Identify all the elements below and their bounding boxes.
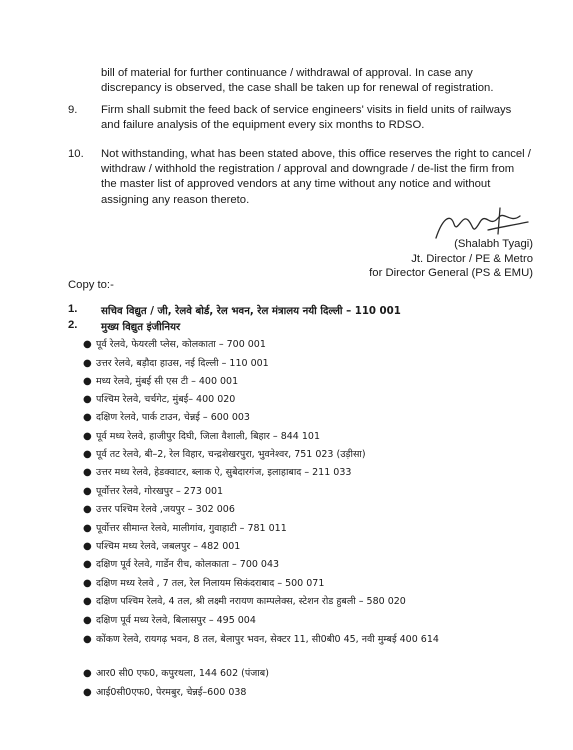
bullet-icon: ● <box>83 431 92 442</box>
signatory-name: (Shalabh Tyagi) <box>454 238 533 250</box>
list-item: ● उत्तर मध्य रेलवे, हेडक्वाटर, ब्लाक ऐ, सुबेदारगंज, इलाहाबाद – 211 033 <box>83 467 352 478</box>
bullet-icon: ● <box>83 668 92 679</box>
bullet-icon: ● <box>83 449 92 460</box>
list-item: ● पूर्व तट रेलवे, बी–2, रेल विहार, चन्द्रशेखरपुरा, भुवनेश्वर, 751 023 (उड़ीसा) <box>83 449 366 460</box>
list-item: ● दक्षिण रेलवे, पार्क टाउन, चेन्नई – 600 003 <box>83 412 250 423</box>
copy-item-number: 2. <box>68 319 78 331</box>
point-number: 10. <box>68 148 84 160</box>
list-item: ● पश्चिम रेलवे, चर्चगेट, मुंबई– 400 020 <box>83 394 236 405</box>
signatory-authority: for Director General (PS & EMU) <box>369 267 533 279</box>
point-text: Firm shall submit the feed back of service engineers' visits in field units of railways and failure analysis of the equipment every six months to RDSO. <box>101 104 512 132</box>
point-number: 9. <box>68 104 78 116</box>
bullet-icon: ● <box>83 559 92 570</box>
bullet-icon: ● <box>83 634 92 645</box>
copy-item-1 <box>68 303 401 317</box>
bullet-icon: ● <box>83 486 92 497</box>
list-item: ● उत्तर पश्चिम रेलवे ,जयपुर – 302 006 <box>83 504 235 515</box>
bullet-icon: ● <box>83 578 92 589</box>
list-item: ● दक्षिण पूर्व रेलवे, गार्डेन रीच, कोलकाता – 700 043 <box>83 559 280 570</box>
list-item: ● पूर्व रेलवे, फेयरली प्लेस, कोलकाता – 700 001 <box>83 339 266 350</box>
bullet-icon: ● <box>83 541 92 552</box>
copy-to-label: Copy to:- <box>68 279 114 291</box>
bullet-icon: ● <box>83 376 92 387</box>
list-item: ● दक्षिण पूर्व मध्य रेलवे, बिलासपुर – 495 004 <box>83 615 256 626</box>
bullet-icon: ● <box>83 358 92 369</box>
list-item: ● पूर्वोत्तर सीमान्त रेलवे, मालीगांव, गुवाहाटी – 781 011 <box>83 523 287 534</box>
list-item: ● मध्य रेलवे, मुंबई सी एस टी – 400 001 <box>83 376 239 387</box>
continuation-paragraph: bill of material for further continuance / withdrawal of approval. In case any discrepancy is observed, the case shall be taken up for renewal of registration. <box>101 67 494 95</box>
copy-item-number: 1. <box>68 303 78 315</box>
list-item: ● दक्षिण पश्चिम रेलवे, 4 तल, श्री लक्ष्मी नरायण काम्पलेक्स, स्टेशन रोड हुबली – 580 020 <box>83 596 406 607</box>
list-item: ● पूर्वोत्तर रेलवे, गोरखपुर – 273 001 <box>83 486 224 497</box>
bullet-icon: ● <box>83 467 92 478</box>
list-item: ● उत्तर रेलवे, बड़ौदा हाउस, नई दिल्ली – 110 001 <box>83 358 269 369</box>
bullet-icon: ● <box>83 687 92 698</box>
copy-item-text: मुख्य विद्युत इंजीनियर <box>101 322 181 333</box>
bullet-icon: ● <box>83 615 92 626</box>
point-text: Not withstanding, what has been stated above, this office reserves the right to cancel / withdraw / withhold the registration / approval and downgrade / de-list the firm from the master list of approved vendors at any time without any notice and without assigning any reason thereto. <box>101 148 531 206</box>
list-item: ● आर0 सी0 एफ0, कपुरथला, 144 602 (पंजाब) <box>83 668 269 679</box>
list-item: ● आई0सी0एफ0, पेरमबुर, चेन्नई–600 038 <box>83 687 247 698</box>
list-item: ● दक्षिण मध्य रेलवे , 7 तल, रेल निलायम सिकंदराबाद – 500 071 <box>83 578 325 589</box>
bullet-icon: ● <box>83 339 92 350</box>
copy-item-2 <box>68 319 181 333</box>
bullet-icon: ● <box>83 504 92 515</box>
copy-item-text: सचिव विद्युत / जी, रेलवे बोर्ड, रेल भवन, रेल मंत्रालय नयी दिल्ली – 110 001 <box>101 306 401 317</box>
list-item: ● कोंकण रेलवे, रायगढ़ भवन, 8 तल, बेलापुर भवन, सेक्टर 11, सी0बी0 45, नवी मुम्बई 400 614 <box>83 634 439 645</box>
bullet-icon: ● <box>83 596 92 607</box>
list-item: ● पूर्व मध्य रेलवे, हाजीपुर दिघी, जिला वैशाली, बिहार – 844 101 <box>83 431 320 442</box>
bullet-icon: ● <box>83 412 92 423</box>
bullet-icon: ● <box>83 394 92 405</box>
signatory-designation: Jt. Director / PE & Metro <box>411 253 533 265</box>
list-item: ● पश्चिम मध्य रेलवे, जबलपुर – 482 001 <box>83 541 241 552</box>
bullet-icon: ● <box>83 523 92 534</box>
